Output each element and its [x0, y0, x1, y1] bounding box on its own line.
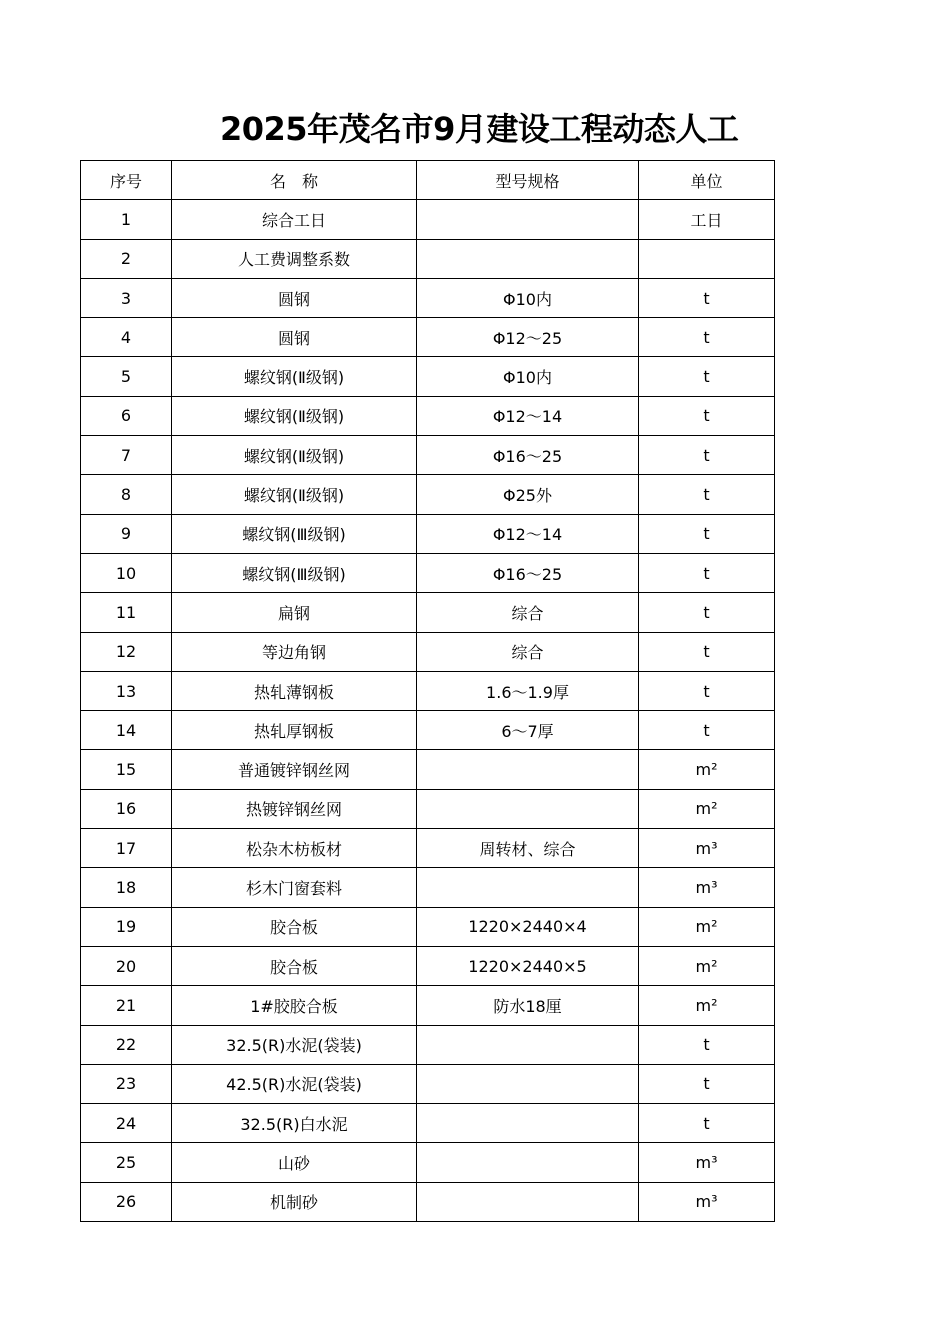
cell-name: 1#胶胶合板 [172, 986, 417, 1025]
cell-name: 螺纹钢(Ⅱ级钢) [172, 436, 417, 475]
table-row [81, 789, 775, 828]
cell-name: 松杂木枋板材 [172, 829, 417, 868]
table-row [81, 907, 775, 946]
cell-spec [417, 1182, 639, 1221]
table-row [81, 1182, 775, 1221]
table-row [81, 1064, 775, 1103]
header-index: 序号 [81, 161, 172, 200]
cell-name: 胶合板 [172, 946, 417, 985]
cell-spec: 1220×2440×4 [417, 907, 639, 946]
cell-index: 23 [81, 1064, 172, 1103]
cell-name: 32.5(R)水泥(袋装) [172, 1025, 417, 1064]
header-unit: 单位 [639, 161, 775, 200]
cell-name: 综合工日 [172, 200, 417, 239]
table-row [81, 357, 775, 396]
table-row [81, 475, 775, 514]
cell-index: 6 [81, 396, 172, 435]
cell-index: 16 [81, 789, 172, 828]
cell-name: 等边角钢 [172, 632, 417, 671]
cell-index: 20 [81, 946, 172, 985]
cell-index: 12 [81, 632, 172, 671]
cell-unit: t [639, 553, 775, 592]
cell-index: 11 [81, 593, 172, 632]
cell-unit: t [639, 671, 775, 710]
cell-spec: 综合 [417, 632, 639, 671]
cell-unit: t [639, 711, 775, 750]
cell-name: 扁钢 [172, 593, 417, 632]
cell-spec [417, 1143, 639, 1182]
cell-index: 14 [81, 711, 172, 750]
cell-index: 24 [81, 1104, 172, 1143]
cell-index: 5 [81, 357, 172, 396]
cell-name: 螺纹钢(Ⅲ级钢) [172, 514, 417, 553]
cell-spec [417, 1064, 639, 1103]
cell-spec [417, 200, 639, 239]
cell-index: 26 [81, 1182, 172, 1221]
table-row [81, 239, 775, 278]
cell-index: 7 [81, 436, 172, 475]
cell-name: 热轧厚钢板 [172, 711, 417, 750]
cell-name: 螺纹钢(Ⅲ级钢) [172, 553, 417, 592]
cell-name: 螺纹钢(Ⅱ级钢) [172, 357, 417, 396]
cell-unit: t [639, 278, 775, 317]
cell-spec: Φ16～25 [417, 553, 639, 592]
cell-name: 胶合板 [172, 907, 417, 946]
table-row [81, 278, 775, 317]
cell-unit: t [639, 396, 775, 435]
cell-unit: m² [639, 789, 775, 828]
cell-unit: t [639, 632, 775, 671]
table-row [81, 1143, 775, 1182]
table-row [81, 396, 775, 435]
cell-name: 42.5(R)水泥(袋装) [172, 1064, 417, 1103]
cell-unit: m² [639, 986, 775, 1025]
page-title: 2025年茂名市9月建设工程动态人工 [220, 110, 739, 148]
cell-unit: m³ [639, 868, 775, 907]
cell-name: 圆钢 [172, 318, 417, 357]
table-row [81, 514, 775, 553]
table-row [81, 946, 775, 985]
cell-spec [417, 868, 639, 907]
cell-spec: Φ10内 [417, 278, 639, 317]
cell-unit: t [639, 318, 775, 357]
cell-spec [417, 1025, 639, 1064]
header-spec: 型号规格 [417, 161, 639, 200]
cell-unit: m² [639, 946, 775, 985]
cell-unit: t [639, 1025, 775, 1064]
cell-spec: Φ12～25 [417, 318, 639, 357]
cell-index: 3 [81, 278, 172, 317]
table-row [81, 829, 775, 868]
table-row [81, 868, 775, 907]
cell-unit: t [639, 436, 775, 475]
cell-index: 25 [81, 1143, 172, 1182]
cell-spec: Φ16～25 [417, 436, 639, 475]
cell-name: 杉木门窗套料 [172, 868, 417, 907]
table-row [81, 632, 775, 671]
table-header-row [81, 161, 775, 200]
cell-index: 17 [81, 829, 172, 868]
cell-spec [417, 239, 639, 278]
cell-spec: 周转材、综合 [417, 829, 639, 868]
cell-spec: 1220×2440×5 [417, 946, 639, 985]
cell-name: 螺纹钢(Ⅱ级钢) [172, 396, 417, 435]
cell-spec: Φ10内 [417, 357, 639, 396]
cell-unit: t [639, 593, 775, 632]
cell-spec: 综合 [417, 593, 639, 632]
cell-spec [417, 750, 639, 789]
cell-index: 18 [81, 868, 172, 907]
table-row [81, 1025, 775, 1064]
cell-unit [639, 239, 775, 278]
cell-name: 螺纹钢(Ⅱ级钢) [172, 475, 417, 514]
cell-unit: m³ [639, 829, 775, 868]
cell-unit: m² [639, 750, 775, 789]
price-table [80, 160, 775, 1222]
cell-spec [417, 789, 639, 828]
cell-unit: t [639, 475, 775, 514]
table-row [81, 436, 775, 475]
table-row [81, 200, 775, 239]
cell-name: 山砂 [172, 1143, 417, 1182]
table-row [81, 1104, 775, 1143]
cell-name: 圆钢 [172, 278, 417, 317]
table-row [81, 750, 775, 789]
title-container [0, 100, 775, 150]
table-row [81, 553, 775, 592]
cell-name: 热镀锌钢丝网 [172, 789, 417, 828]
cell-index: 8 [81, 475, 172, 514]
cell-unit: t [639, 514, 775, 553]
cell-spec: Φ12～14 [417, 396, 639, 435]
cell-index: 21 [81, 986, 172, 1025]
cell-index: 2 [81, 239, 172, 278]
cell-unit: 工日 [639, 200, 775, 239]
cell-index: 19 [81, 907, 172, 946]
cell-index: 15 [81, 750, 172, 789]
table-row [81, 671, 775, 710]
cell-index: 10 [81, 553, 172, 592]
cell-spec: Φ12～14 [417, 514, 639, 553]
cell-spec [417, 1104, 639, 1143]
table-row [81, 711, 775, 750]
cell-index: 22 [81, 1025, 172, 1064]
cell-index: 1 [81, 200, 172, 239]
cell-spec: 防水18厘 [417, 986, 639, 1025]
cell-name: 普通镀锌钢丝网 [172, 750, 417, 789]
cell-index: 9 [81, 514, 172, 553]
cell-unit: t [639, 357, 775, 396]
cell-name: 机制砂 [172, 1182, 417, 1221]
cell-name: 热轧薄钢板 [172, 671, 417, 710]
cell-index: 13 [81, 671, 172, 710]
cell-name: 32.5(R)白水泥 [172, 1104, 417, 1143]
cell-spec: 1.6～1.9厚 [417, 671, 639, 710]
header-name: 名 称 [172, 161, 417, 200]
cell-unit: m³ [639, 1143, 775, 1182]
cell-unit: m² [639, 907, 775, 946]
cell-unit: m³ [639, 1182, 775, 1221]
cell-unit: t [639, 1104, 775, 1143]
cell-spec: Φ25外 [417, 475, 639, 514]
table-row [81, 593, 775, 632]
cell-name: 人工费调整系数 [172, 239, 417, 278]
cell-unit: t [639, 1064, 775, 1103]
table-row [81, 986, 775, 1025]
cell-spec: 6～7厚 [417, 711, 639, 750]
table-row [81, 318, 775, 357]
cell-index: 4 [81, 318, 172, 357]
